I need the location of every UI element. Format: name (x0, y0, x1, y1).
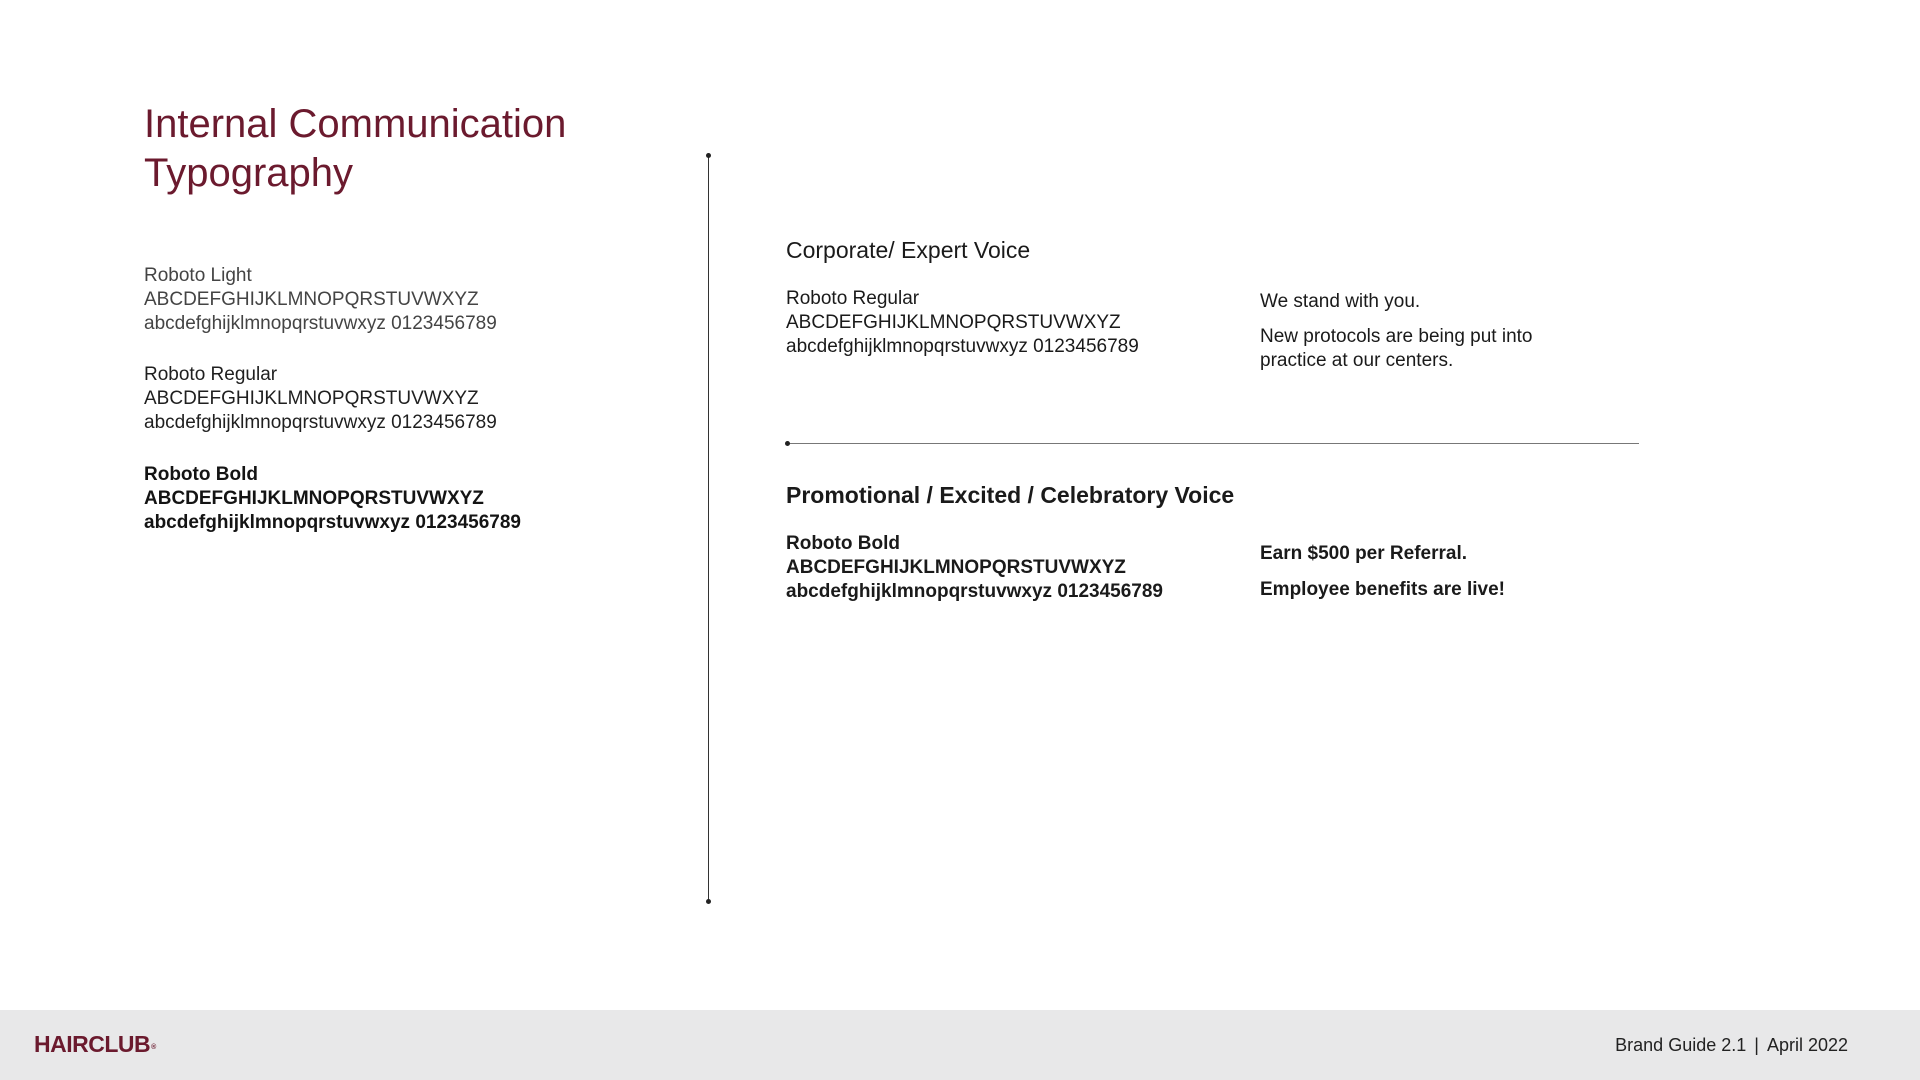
specimen-name: Roboto Regular (786, 288, 920, 309)
promotional-example-1: Earn $500 per Referral. (1260, 543, 1468, 564)
specimen-uppercase: ABCDEFGHIJKLMNOPQRSTUVWXYZ (144, 488, 484, 509)
corporate-example-1: We stand with you. (1260, 291, 1421, 312)
hairclub-logo (34, 1030, 156, 1058)
specimen-name: Roboto Bold (144, 464, 258, 485)
specimen-lowercase: abcdefghijklmnopqrstuvwxyz 0123456789 (144, 313, 497, 334)
specimen-uppercase: ABCDEFGHIJKLMNOPQRSTUVWXYZ (786, 312, 1121, 333)
specimen-lowercase: abcdefghijklmnopqrstuvwxyz 0123456789 (144, 412, 497, 433)
corporate-example-2: New protocols are being put into practice at our centers. (1260, 326, 1533, 371)
specimen-roboto-regular (144, 363, 497, 435)
page-title-line-2: Typography (144, 151, 354, 195)
promotional-example-2: Employee benefits are live! (1260, 579, 1505, 600)
logo-text: HAIRCLUB (34, 1031, 151, 1057)
footer-separator: | (1754, 1035, 1759, 1055)
specimen-lowercase: abcdefghijklmnopqrstuvwxyz 0123456789 (786, 336, 1139, 357)
specimen-name: Roboto Regular (144, 364, 278, 385)
specimen-lowercase: abcdefghijklmnopqrstuvwxyz 0123456789 (144, 512, 521, 533)
horizontal-divider (787, 443, 1639, 444)
specimen-lowercase: abcdefghijklmnopqrstuvwxyz 0123456789 (786, 581, 1163, 602)
specimen-name: Roboto Bold (786, 533, 900, 554)
registered-mark: ® (151, 1044, 156, 1051)
specimen-name: Roboto Light (144, 265, 252, 286)
footer-date: April 2022 (1766, 1035, 1848, 1055)
specimen-roboto-bold (144, 463, 521, 535)
corporate-voice-specimen (786, 287, 1139, 359)
footer-bar (0, 1010, 1920, 1080)
promotional-voice-specimen (786, 532, 1163, 604)
vertical-divider (708, 155, 709, 902)
page-title (144, 100, 664, 198)
divider-dot-bottom (706, 899, 711, 904)
page-title-line-1: Internal Communication (144, 102, 567, 146)
corporate-voice-heading: Corporate/ Expert Voice (786, 237, 1031, 263)
footer-meta (1615, 1033, 1848, 1057)
specimen-uppercase: ABCDEFGHIJKLMNOPQRSTUVWXYZ (144, 289, 479, 310)
promotional-voice-heading: Promotional / Excited / Celebratory Voice (786, 482, 1235, 508)
divider-dot-top (706, 153, 711, 158)
specimen-uppercase: ABCDEFGHIJKLMNOPQRSTUVWXYZ (786, 557, 1126, 578)
specimen-roboto-light (144, 264, 497, 336)
specimen-uppercase: ABCDEFGHIJKLMNOPQRSTUVWXYZ (144, 388, 479, 409)
brand-guide-version: Brand Guide 2.1 (1615, 1035, 1747, 1055)
divider-dot-left (785, 441, 790, 446)
